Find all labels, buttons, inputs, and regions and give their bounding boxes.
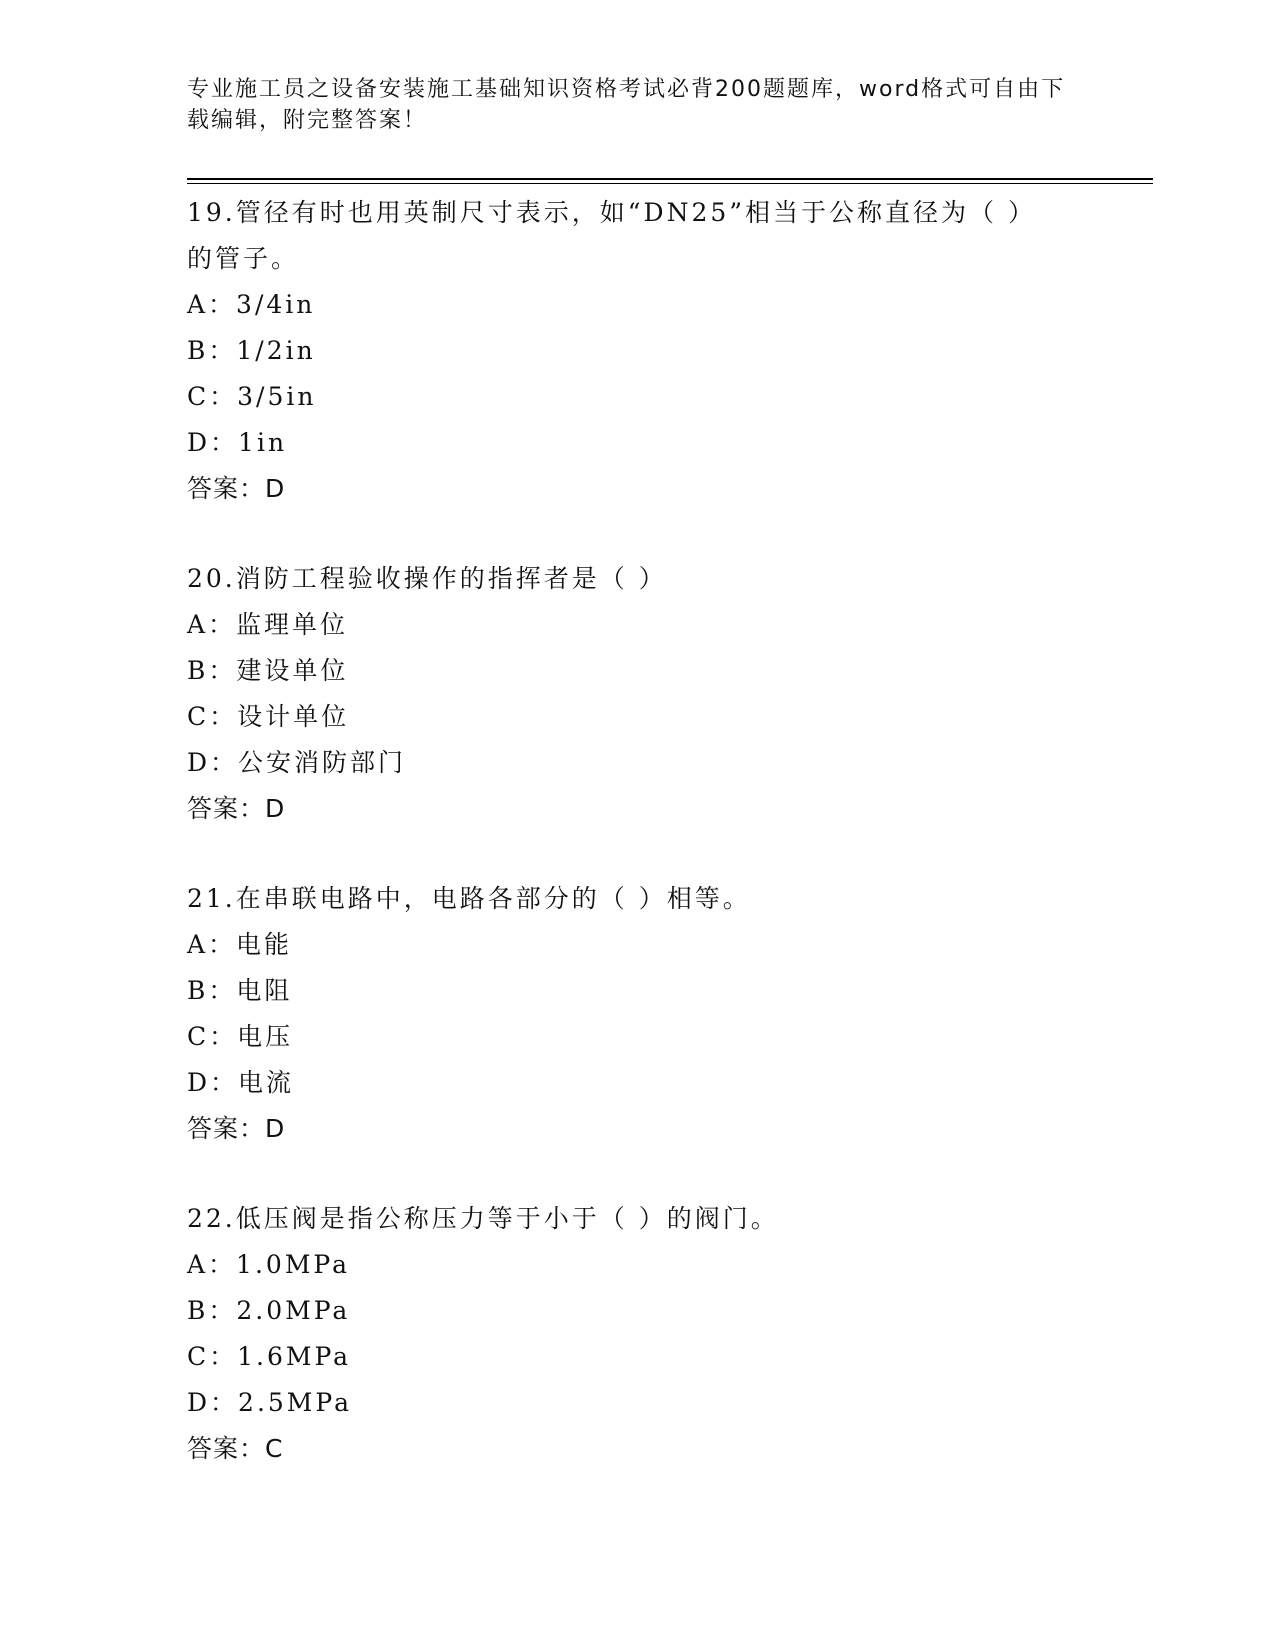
question-stem: 22.低压阀是指公称压力等于小于（ ）的阀门。 [187,1204,779,1233]
answer-line: 答案：D [187,794,286,823]
question-list [187,190,1087,1472]
question-22 [187,1196,1087,1472]
option-a: A：1.0MPa [187,1250,351,1279]
option-d: D：公安消防部门 [187,748,407,777]
document-header: 专业施工员之设备安装施工基础知识资格考试必背200题题库，word格式可自由下载编辑，附完整答案！ [187,77,1066,133]
option-d: D：电流 [187,1068,295,1097]
question-stem: 20.消防工程验收操作的指挥者是（ ） [187,564,667,593]
question-spacer [187,832,1087,876]
option-c: C：3/5in [187,382,317,411]
header-rule-thin [187,183,1153,184]
option-b: B：电阻 [187,976,293,1005]
answer-line: 答案：C [187,1434,284,1463]
option-b: B：建设单位 [187,656,349,685]
option-d: D：1in [187,428,288,457]
question-21 [187,876,1087,1152]
question-spacer [187,1152,1087,1196]
option-c: C：1.6MPa [187,1342,352,1371]
option-a: A：3/4in [187,290,316,319]
option-a: A：电能 [187,930,293,959]
option-d: D：2.5MPa [187,1388,353,1417]
option-b: B：2.0MPa [187,1296,351,1325]
option-b: B：1/2in [187,336,316,365]
option-a: A：监理单位 [187,610,349,639]
question-stem: 19.管径有时也用英制尺寸表示，如“DN25”相当于公称直径为（ ）的管子。 [187,198,1036,273]
answer-line: 答案：D [187,1114,286,1143]
option-c: C：设计单位 [187,702,350,731]
question-20 [187,556,1087,832]
question-stem: 21.在串联电路中，电路各部分的（ ）相等。 [187,884,751,913]
question-spacer [187,512,1087,556]
question-19 [187,190,1087,512]
answer-line: 答案：D [187,474,286,503]
option-c: C：电压 [187,1022,294,1051]
header-rule-thick [187,178,1153,180]
